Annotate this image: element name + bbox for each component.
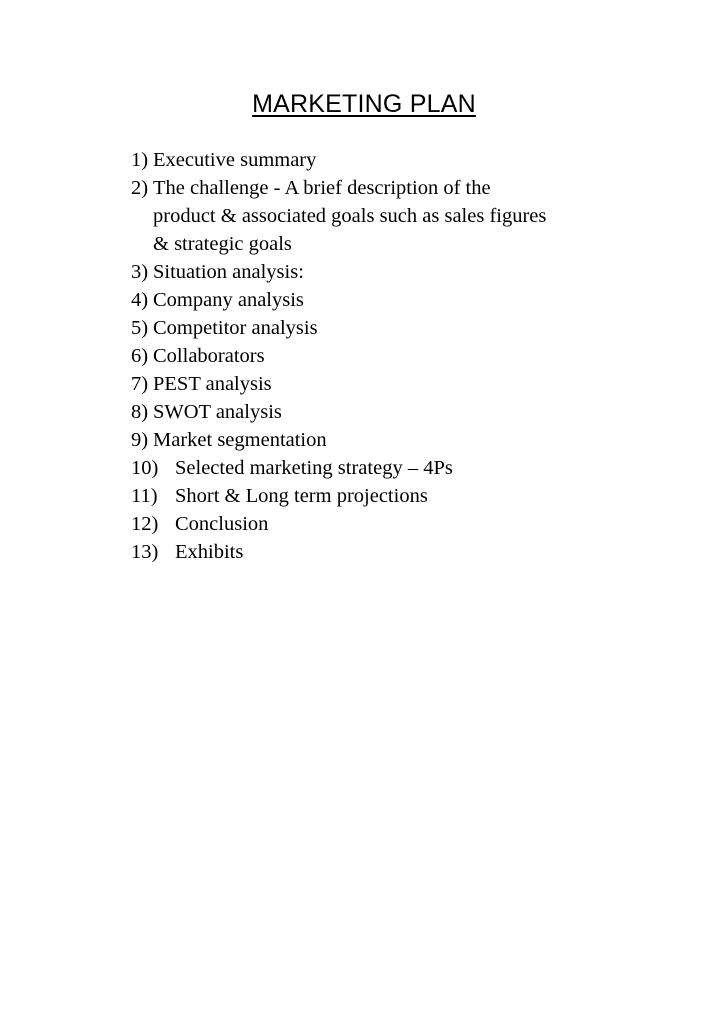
list-item	[131, 174, 651, 258]
list-item-number: 3)	[131, 261, 149, 283]
list-item-number: 1)	[131, 149, 149, 171]
list-item-number: 2)	[131, 177, 149, 199]
list-item-number: 5)	[131, 317, 149, 339]
list-item-text: The challenge - A brief description of the	[153, 177, 491, 199]
list-item	[131, 426, 651, 454]
list-item-number: 7)	[131, 373, 149, 395]
list-item-number: 12)	[131, 513, 159, 535]
outline-list	[131, 146, 651, 566]
list-item	[131, 146, 651, 174]
list-item-number: 6)	[131, 345, 149, 367]
list-item	[131, 398, 651, 426]
list-item-text: Company analysis	[153, 289, 304, 311]
list-item-number: 9)	[131, 429, 149, 451]
list-item-text: Market segmentation	[153, 429, 327, 451]
list-item-text: SWOT analysis	[153, 401, 282, 423]
list-item	[131, 370, 651, 398]
list-item-number: 10)	[131, 457, 159, 479]
list-item	[131, 258, 651, 286]
list-item-text: PEST analysis	[153, 373, 272, 395]
list-item-number: 11)	[131, 485, 158, 507]
list-item	[131, 482, 651, 510]
list-item	[131, 342, 651, 370]
list-item-number: 4)	[131, 289, 149, 311]
list-item	[131, 454, 651, 482]
page-title	[0, 88, 728, 120]
list-item	[131, 286, 651, 314]
list-item-text: Conclusion	[175, 513, 269, 535]
list-item-text: Exhibits	[175, 541, 244, 563]
list-item-text: Collaborators	[153, 345, 265, 367]
list-item-number: 8)	[131, 401, 149, 423]
list-item-text-continued: product & associated goals such as sales figures	[153, 205, 547, 227]
list-item-text: Situation analysis:	[153, 261, 304, 283]
list-item-text-continued: & strategic goals	[153, 233, 292, 255]
list-item	[131, 510, 651, 538]
list-item-number: 13)	[131, 541, 159, 563]
list-item-text: Competitor analysis	[153, 317, 318, 339]
list-item	[131, 314, 651, 342]
page-title-text: MARKETING PLAN	[252, 90, 476, 118]
list-item-text: Executive summary	[153, 149, 317, 171]
list-item	[131, 538, 651, 566]
list-item-text: Selected marketing strategy – 4Ps	[175, 457, 453, 479]
list-item-text: Short & Long term projections	[175, 485, 428, 507]
